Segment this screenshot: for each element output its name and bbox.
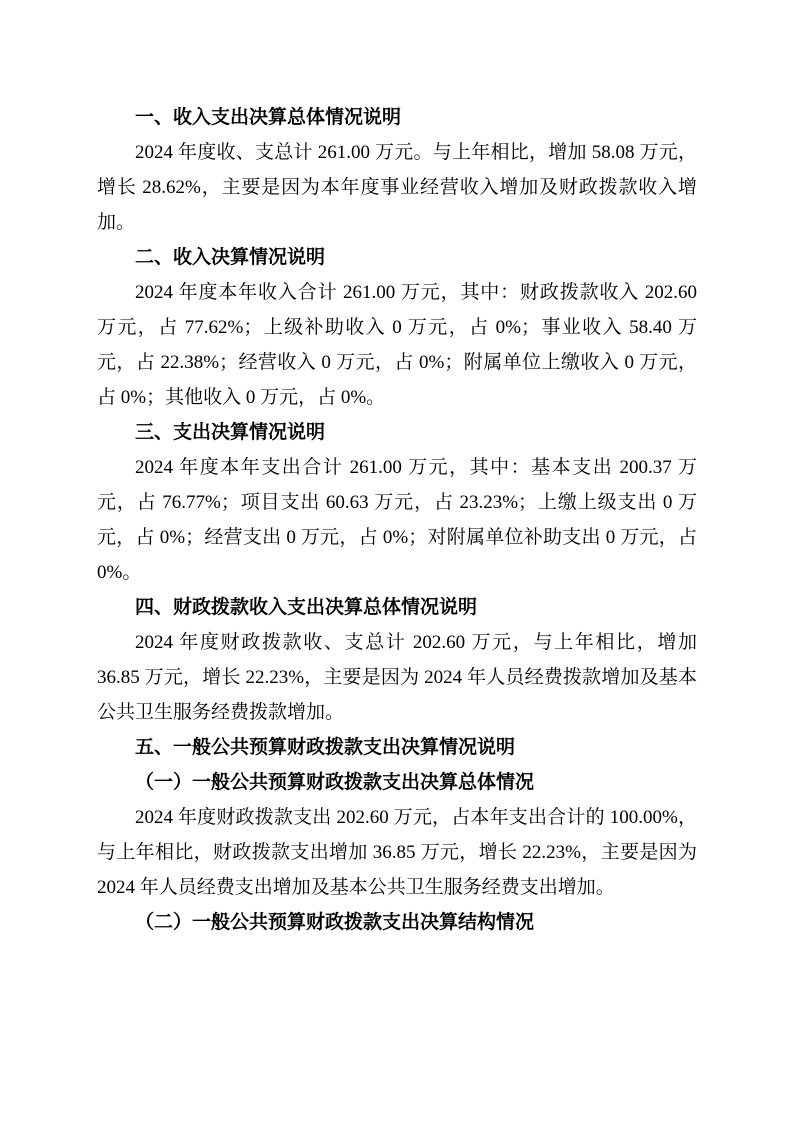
subsection-heading-general-public-budget-overall: （一）一般公共预算财政拨款支出决算总体情况 [135, 772, 535, 793]
paragraph-income-expenditure-overall: 2024 年度收、支总计 261.00 万元。与上年相比，增加 58.08 万元，增长 28.62%，主要是因为本年度事业经营收入增加及财政拨款收入增加。 [97, 142, 697, 233]
section-heading-general-public-budget-expenditure: 五、一般公共预算财政拨款支出决算情况说明 [135, 737, 516, 758]
paragraph-general-public-budget-overall: 2024 年度财政拨款支出 202.60 万元，占本年支出合计的 100.00%，与上年相比，财政拨款支出增加 36.85 万元，增长 22.23%，主要是因为 2024 年人员经费支出增加及基本公共卫生服务经费支出增加。 [97, 807, 697, 898]
subsection-heading-general-public-budget-structure: （二）一般公共预算财政拨款支出决算结构情况 [135, 912, 535, 933]
paragraph-expenditure-final-accounts: 2024 年度本年支出合计 261.00 万元，其中：基本支出 200.37 万元，占 76.77%；项目支出 60.63 万元，占 23.23%；上缴上级支出 0 万元，占 0%；经营支出 0 万元，占 0%；对附属单位补助支出 0 万元，占 0%。 [97, 457, 697, 583]
section-heading-expenditure-final-accounts: 三、支出决算情况说明 [135, 422, 326, 443]
section-heading-income-expenditure-overall: 一、收入支出决算总体情况说明 [135, 107, 402, 128]
paragraph-fiscal-appropriation-overall: 2024 年度财政拨款收、支总计 202.60 万元，与上年相比，增加 36.85 万元，增长 22.23%，主要是因为 2024 年人员经费拨款增加及基本公共卫生服务经费拨款增加。 [97, 632, 697, 723]
section-heading-income-final-accounts: 二、收入决算情况说明 [135, 247, 326, 268]
section-heading-fiscal-appropriation-overall: 四、财政拨款收入支出决算总体情况说明 [135, 597, 478, 618]
paragraph-income-final-accounts: 2024 年度本年收入合计 261.00 万元，其中：财政拨款收入 202.60 万元，占 77.62%；上级补助收入 0 万元，占 0%；事业收入 58.40 万元，占 22.38%；经营收入 0 万元，占 0%；附属单位上缴收入 0 万元，占 0%；其他收入 0 万元，占 0%。 [97, 282, 697, 408]
